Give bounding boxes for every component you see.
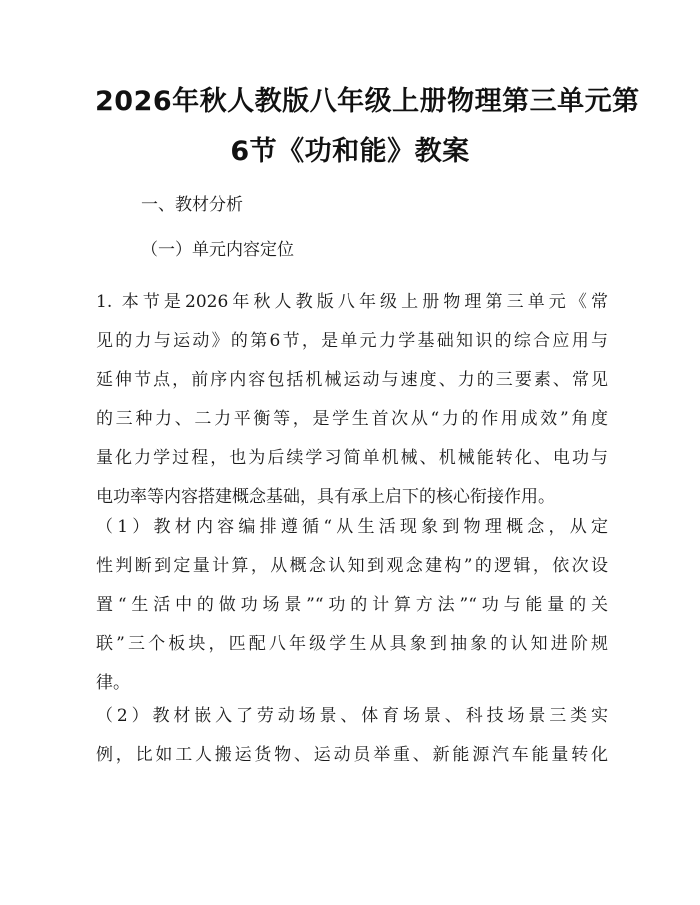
paragraph-3 [96, 697, 608, 775]
paragraph-line: 律。 [96, 673, 130, 693]
paragraph-line: 性判断到定量计算，从概念认知到观念建构”的逻辑，依次设 [96, 556, 608, 576]
paragraph-line: 电功率等内容搭建概念基础，具有承上启下的核心衔接作用。 [96, 487, 555, 507]
paragraph-line: 例，比如工人搬运货物、运动员举重、新能源汽车能量转化 [96, 745, 608, 765]
paragraph-2 [96, 508, 608, 703]
paragraph-1 [96, 283, 608, 517]
paragraph-line: 置“生活中的做功场景”“功的计算方法”“功与能量的关 [96, 595, 608, 615]
paragraph-line: （1）教材内容编排遵循“从生活现象到物理概念，从定 [96, 517, 608, 537]
paragraph-line: 量化力学过程，也为后续学习简单机械、机械能转化、电功与 [96, 448, 608, 468]
paragraph-line: 1. 本节是2026年秋人教版八年级上册物理第三单元《常 [96, 292, 608, 312]
paragraph-line: 联”三个板块，匹配八年级学生从具象到抽象的认知进阶规 [96, 634, 608, 654]
document-title-line-1: 2026年秋人教版八年级上册物理第三单元第 [95, 86, 640, 117]
paragraph-line: 延伸节点，前序内容包括机械运动与速度、力的三要素、常见 [96, 370, 608, 390]
section-heading-textbook-analysis: 一、教材分析 [141, 195, 243, 215]
subsection-heading-unit-positioning: （一）单元内容定位 [141, 240, 294, 260]
document-title-line-2: 6节《功和能》教案 [230, 136, 470, 167]
paragraph-line: 的三种力、二力平衡等，是学生首次从“力的作用成效”角度 [96, 409, 608, 429]
paragraph-line: 见的力与运动》的第6节，是单元力学基础知识的综合应用与 [96, 331, 608, 351]
paragraph-line: （2）教材嵌入了劳动场景、体育场景、科技场景三类实 [96, 706, 608, 726]
